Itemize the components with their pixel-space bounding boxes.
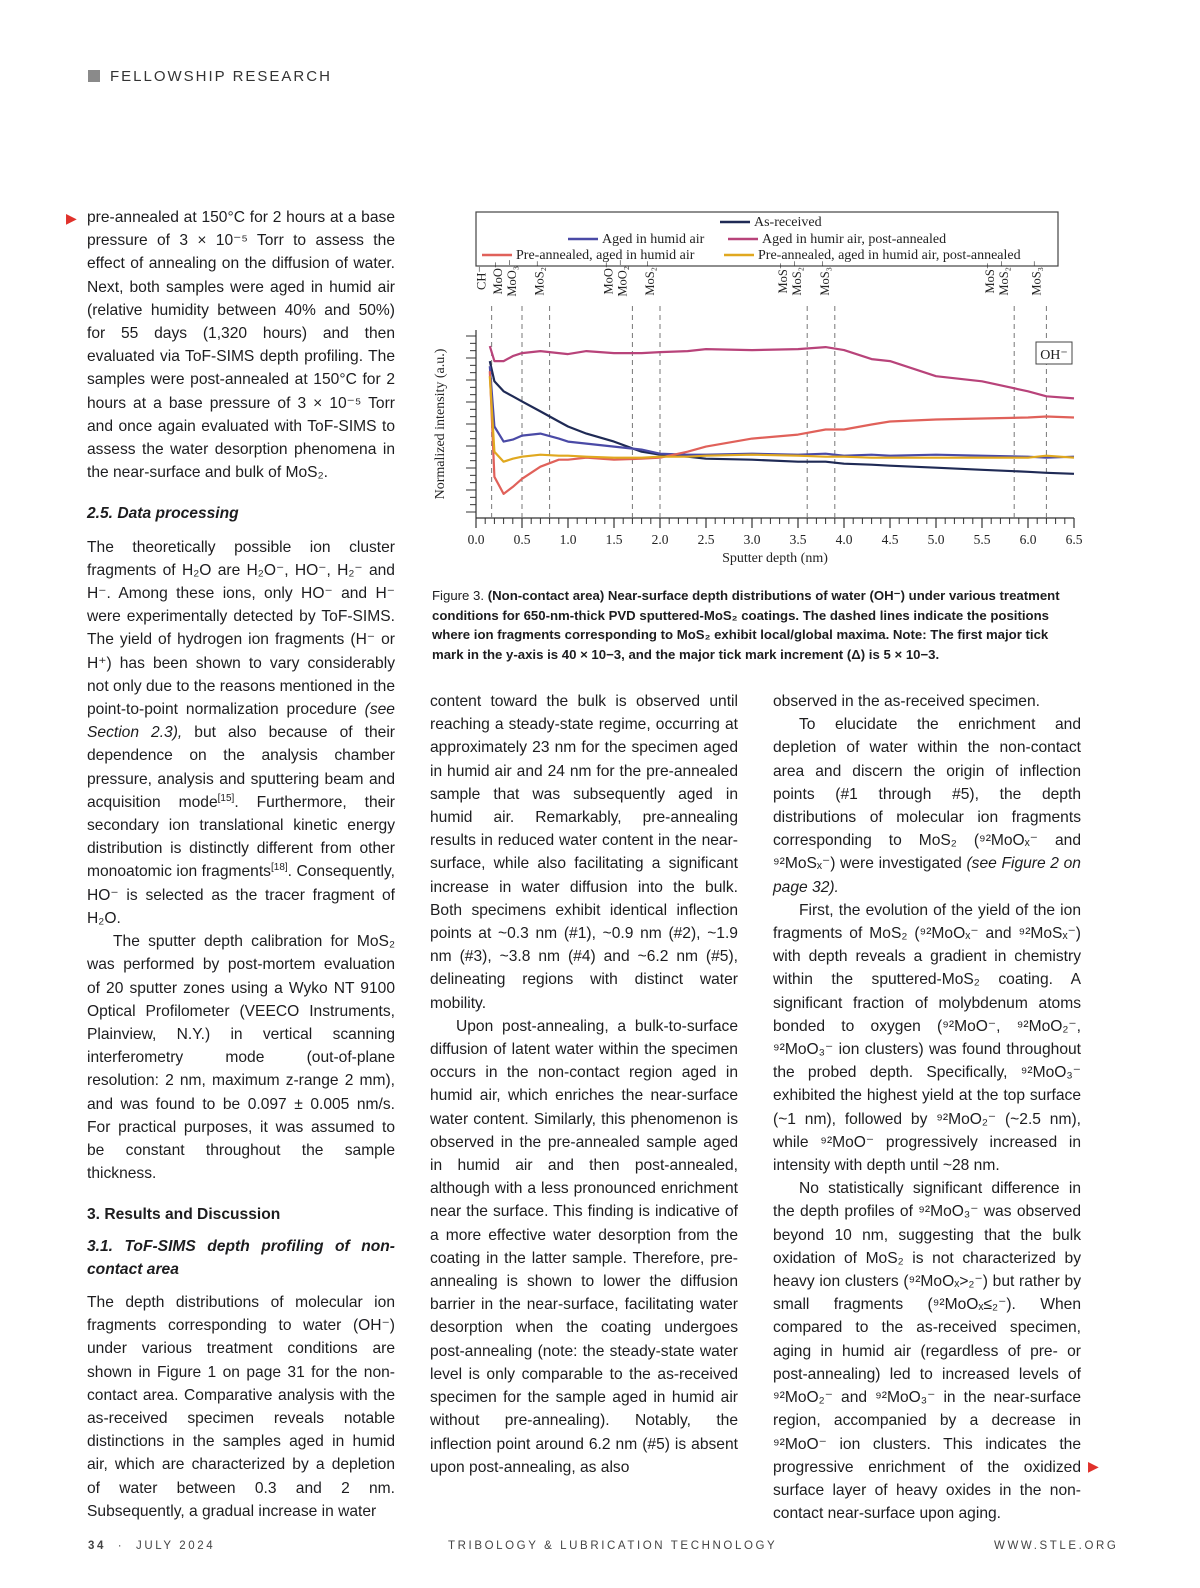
series-line <box>490 366 1074 458</box>
footer-left <box>88 1540 215 1552</box>
legend-label: Aged in humid air <box>602 232 705 247</box>
citation: [18] <box>270 862 288 874</box>
ion-marker-label: MoS₂⁻ <box>532 260 547 296</box>
subsection-heading-3-1: 3.1. ToF-SIMS depth profiling of non-contact area <box>87 1237 395 1278</box>
legend-label: As-received <box>754 215 822 230</box>
issue-date: JULY 2024 <box>136 1540 216 1552</box>
caption-text: (Non-contact area) Near-surface depth distributions of water (OH⁻) under various treatment conditions for 650-nm-thick PVD sputtered-MoS₂ coatings. The dashed lines indicate the positions where ion fragments corresponding to MoS₂ exhibit local/global maxima. Note: The first major tick mark in the y-axis is 40 × 10−3, and the major tick mark increment (Δ) is 5 × 10−3. <box>432 588 1060 662</box>
figure-caption <box>432 586 1082 664</box>
paragraph: To elucidate the enrichment and depletion of water within the non-contact area and discern the origin of inflection points (#1 through #5), the depth distributions of molecular ion fragments corresponding to MoS₂ (⁹²MoOₓ⁻ and ⁹²MoSₓ⁻) were investigated (see Figure 2 on page 32). <box>773 716 1081 896</box>
x-tick-label: 2.5 <box>697 532 715 547</box>
paragraph: pre-annealed at 150°C for 2 hours at a base pressure of 3 × 10⁻⁵ Torr to assess the effect of annealing on the diffusion of water. Next, both samples were aged in humid air (relative humidity between 40% and 50%) for 55 days (1,320 hours) and then evaluated via ToF-SIMS depth profiling. The samples were post-annealed at 150°C for 2 hours at a base pressure of 3 × 10⁻⁵ Torr and once again evaluated with ToF-SIMS to assess the water desorption phenomena in the near-surface and bulk of MoS₂. <box>87 209 395 482</box>
figure-3-chart <box>428 206 1088 566</box>
continue-arrow-icon: ▶ <box>1088 1458 1099 1474</box>
x-tick-label: 6.0 <box>1019 532 1037 547</box>
subsection-heading-2-5: 2.5. Data processing <box>87 505 239 523</box>
ion-marker-label: MoS⁻ <box>776 262 791 294</box>
x-tick-label: 4.5 <box>881 532 899 547</box>
paragraph: observed in the as-received specimen. <box>773 693 1040 710</box>
ion-marker-label: MoS₂⁻ <box>997 260 1012 296</box>
footer-separator: · <box>117 1540 125 1552</box>
inset-label: OH⁻ <box>1040 348 1068 363</box>
ion-marker-label: MoS₂⁻ <box>643 260 657 296</box>
x-tick-label: 2.0 <box>651 532 669 547</box>
x-tick-label: 5.0 <box>927 532 945 547</box>
x-axis-label: Sputter depth (nm) <box>722 551 828 566</box>
paragraph: The sputter depth calibration for MoS₂ was performed by post-mortem evaluation of 20 sputter zones using a Wyko NT 9100 Optical Profilometer (VEECO Instruments, Plainview, N.Y.) in vertical scanning interferometry mode (out-of-plane resolution: 2 nm, maximum z-range 2 mm), and was found to be 0.097 ± 0.005 nm/s. For practical purposes, it was assumed to be constant throughout the sample thickness. <box>87 933 395 1183</box>
ion-marker-label: MoO⁻ <box>491 261 505 295</box>
ion-marker-label: MoO⁻ <box>601 261 616 295</box>
ion-marker-label: MoS₂⁻ <box>790 260 805 296</box>
section-label: FELLOWSHIP RESEARCH <box>110 67 332 85</box>
ion-marker-label: CH⁻ <box>474 266 489 290</box>
x-tick-label: 3.0 <box>743 532 761 547</box>
x-tick-label: 4.0 <box>835 532 853 547</box>
ion-marker-label: MoS₃⁻ <box>817 260 832 296</box>
caption-lead: Figure 3. <box>432 588 485 603</box>
paragraph: content toward the bulk is observed until reaching a steady-state regime, occurring at approximately 23 nm for the specimen aged in humid air and 24 nm for the pre-annealed sample that was subsequently aged in humid air. Remarkably, pre-annealing results in reduced water content in the near-surface, while also facilitating a significant increase in water diffusion into the bulk. Both specimens exhibit identical inflection points at ~0.3 nm (#1), ~0.9 nm (#2), ~1.9 nm (#3), ~3.8 nm (#4) and ~6.2 nm (#5), delineating regions with distinct water mobility. <box>430 693 738 1012</box>
x-tick-label: 6.5 <box>1065 532 1083 547</box>
paragraph: Upon post-annealing, a bulk-to-surface diffusion of latent water within the specimen occurs in the non-contact region aged in humid air, which enriches the near-surface water content. Similarly, this phenomenon is observed in the pre-annealed sample aged in humid air and then post-annealed, although with a less pronounced enrichment near the surface. This finding is indicative of a more effective water desorption from the coating in the latter sample. Therefore, pre-annealing is shown to lower the diffusion barrier in the near-surface, facilitating water desorption when the coating undergoes post-annealing (note: the steady-state water level is only comparable to the as-received specimen for the sample aged in humid air without pre-annealing). Notably, the inflection point around 6.2 nm (#5) is absent upon post-annealing, as also <box>430 1017 738 1476</box>
citation: [15] <box>217 792 235 804</box>
paragraph: No statistically significant difference in the depth profiles of ⁹²MoO₃⁻ was observed beyond 10 nm, suggesting that the bulk oxidation of MoS₂ is not characterized by heavy ion clusters (⁹²MoOₓ>₂⁻) but rather by small fragments (⁹²MoOₓ≤₂⁻). When compared to the as-received specimen, aging in humid air (regardless of pre- or post-annealing) led to increased levels of ⁹²MoO₂⁻ and ⁹²MoO₃⁻ in the near-surface region, accompanied by a decrease in ⁹²MoO⁻ ion clusters. This indicates the progressive enrichment of the oxidized surface layer of heavy oxides in the non-contact near-surface upon aging. <box>773 1180 1081 1523</box>
x-tick-label: 1.5 <box>605 532 623 547</box>
x-tick-label: 0.5 <box>513 532 531 547</box>
section-header <box>88 66 332 86</box>
legend-label: Pre-annealed, aged in humid air, post-annealed <box>758 248 1021 263</box>
paragraph: The theoretically possible ion cluster fragments of H₂O are H₂O⁻, HO⁻, H₂⁻ and H⁻. Among these ions, only HO⁻ and H⁻ were experimentally detected by ToF-SIMS. The yield of hydrogen ion fragments (H⁻ or H⁺) has been shown to vary considerably not only due to the reasons mentioned in the point-to-point normalization procedure (see Section 2.3), but also because of their dependence on the analysis chamber pressure, analysis and sputtering beam and acquisition mode[15]. Furthermore, their secondary ion translational kinetic energy distribution is distinctly different from other monoatomic ion fragments[18]. Consequently, HO⁻ is selected as the tracer fragment of H₂O. <box>87 538 395 927</box>
column-3 <box>773 690 1081 1525</box>
ion-marker-label: MoO₂⁻ <box>615 259 630 297</box>
magazine-title: TRIBOLOGY & LUBRICATION TECHNOLOGY <box>448 1540 778 1552</box>
legend-label: Pre-annealed, aged in humid air <box>516 248 695 263</box>
series-line <box>490 346 1074 398</box>
series-line <box>490 371 1074 494</box>
paragraph: The depth distributions of molecular ion fragments corresponding to water (OH⁻) under various treatment conditions are shown in Figure 1 on page 31 for the non-contact area. Comparative analysis with the as-received specimen reveals notable distinctions in the samples aged in humid air, which are characterized by a depletion of water between 0.3 and 2 nm. Subsequently, a gradual increase in water <box>87 1293 395 1520</box>
x-tick-label: 3.5 <box>789 532 807 547</box>
section-reference: (see Section 2.3), <box>87 701 395 742</box>
legend-label: Aged in humir air, post-annealed <box>762 232 947 247</box>
x-tick-label: 1.0 <box>559 532 577 547</box>
continue-arrow-icon: ▶ <box>66 210 77 226</box>
paragraph: First, the evolution of the yield of the ion fragments of MoS₂ (⁹²MoOₓ⁻ and ⁹²MoSₓ⁻) with depth reveals a gradient in chemistry within the sputtered-MoS₂ coating. A significant fraction of molybdenum atoms bonded to oxygen (⁹²MoO⁻, ⁹²MoO₂⁻, ⁹²MoO₃⁻ ion clusters) was found throughout the probed depth. Specifically, ⁹²MoO₃⁻ exhibited the highest yield at the top surface (~1 nm), followed by ⁹²MoO₂⁻ (~2.5 nm), while ⁹²MoO⁻ progressively increased in intensity with depth until ~28 nm. <box>773 901 1081 1175</box>
section-square-icon <box>88 70 100 82</box>
website-url: WWW.STLE.ORG <box>994 1540 1119 1552</box>
page-number: 34 <box>88 1540 106 1552</box>
column-1 <box>87 206 395 1523</box>
y-axis-label: Normalized intensity (a.u.) <box>433 348 448 500</box>
x-tick-label: 0.0 <box>467 532 485 547</box>
figure-reference: (see Figure 2 on page 32). <box>773 855 1081 896</box>
section-heading-3: 3. Results and Discussion <box>87 1206 281 1224</box>
column-2 <box>430 690 738 1479</box>
ion-marker-label: MoS⁻ <box>983 262 998 294</box>
ion-marker-label: MoS₃⁻ <box>1029 260 1044 296</box>
depth-profile-chart <box>428 206 1088 566</box>
ion-marker-label: MoO₃⁻ <box>505 259 519 297</box>
x-tick-label: 5.5 <box>973 532 991 547</box>
